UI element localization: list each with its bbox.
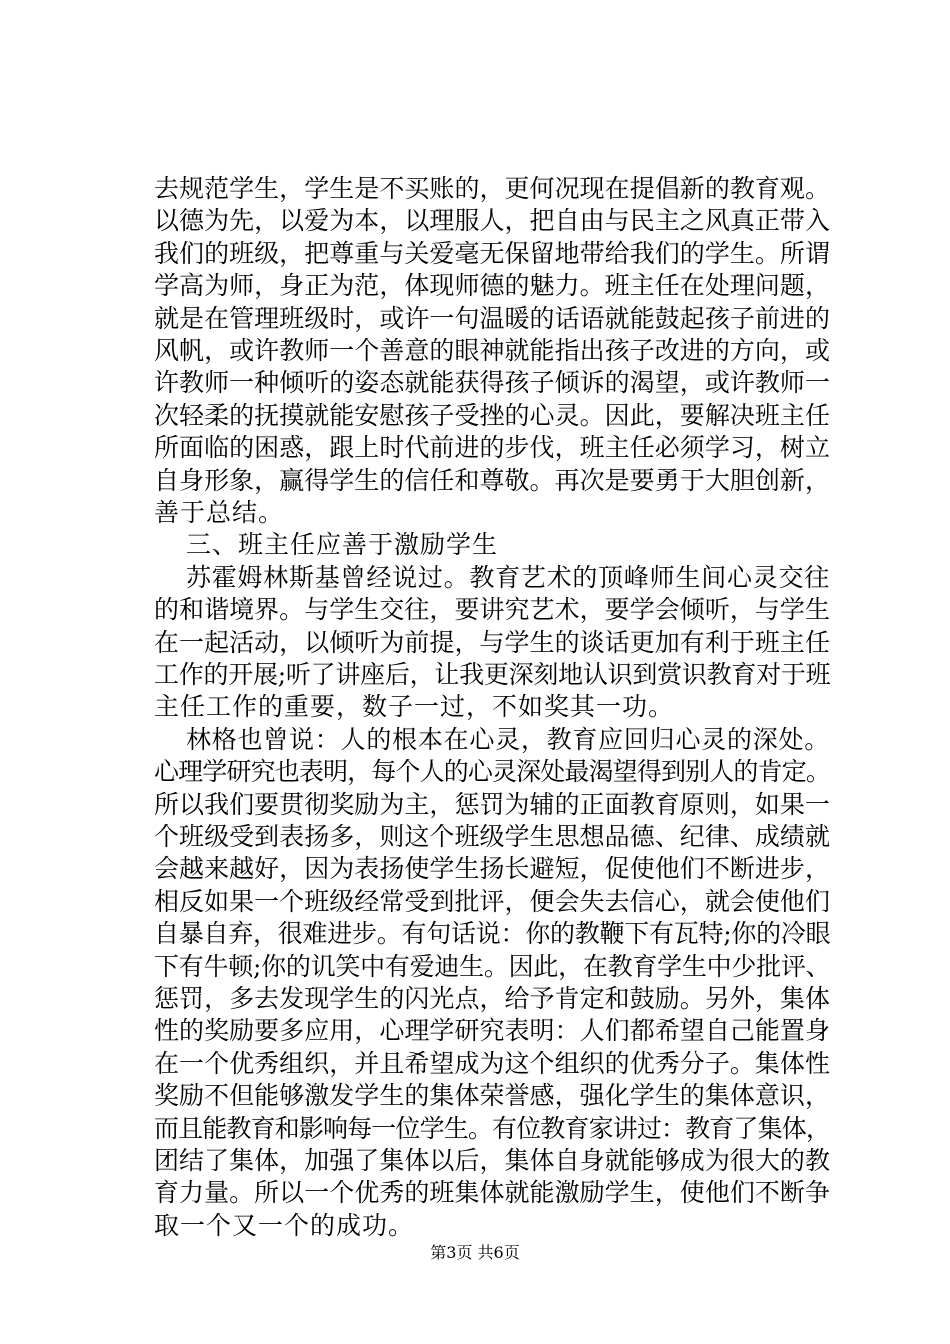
text-line: 惩罚，多去发现学生的闪光点，给予肯定和鼓励。另外，集体 bbox=[154, 984, 831, 1013]
text-line: 团结了集体，加强了集体以后，集体自身就能够成为很大的教 bbox=[154, 1146, 831, 1175]
text-line: 林格也曾说：人的根本在心灵，教育应回归心灵的深处。 bbox=[186, 724, 831, 754]
text-line: 相反如果一个班级经常受到批评，便会失去信心，就会使他们 bbox=[154, 886, 831, 916]
text-line: 的和谐境界。与学生交往，要讲究艺术，要学会倾听，与学生 bbox=[154, 595, 831, 625]
text-line: 苏霍姆林斯基曾经说过。教育艺术的顶峰师生间心灵交往 bbox=[186, 562, 831, 592]
text-line: 会越来越好，因为表扬使学生扬长避短，促使他们不断进步， bbox=[154, 854, 831, 884]
text-line: 次轻柔的抚摸就能安慰孩子受挫的心灵。因此，要解决班主任 bbox=[154, 400, 831, 430]
text-line: 所以我们要贯彻奖励为主，惩罚为辅的正面教育原则，如果一 bbox=[154, 789, 831, 819]
text-line: 许教师一种倾听的姿态就能获得孩子倾诉的渴望，或许教师一 bbox=[154, 368, 831, 398]
text-line: 主任工作的重要，数子一过，不如奖其一功。 bbox=[154, 692, 675, 722]
page-footer: 第3页 共6页 bbox=[430, 1243, 520, 1262]
text-line: 下有牛顿;你的讥笑中有爱迪生。因此，在教育学生中少批评、 bbox=[154, 951, 831, 981]
text-line: 风帆，或许教师一个善意的眼神就能指出孩子改进的方向，或 bbox=[154, 336, 831, 365]
text-line: 而且能教育和影响每一位学生。有位教育家讲过：教育了集体， bbox=[154, 1113, 831, 1143]
text-line: 三、班主任应善于激励学生 bbox=[186, 530, 499, 560]
text-line: 性的奖励要多应用，心理学研究表明：人们都希望自己能置身 bbox=[154, 1016, 831, 1046]
text-line: 学高为师，身正为范，体现师德的魅力。班主任在处理问题， bbox=[154, 271, 831, 301]
text-line: 个班级受到表扬多，则这个班级学生思想品德、纪律、成绩就 bbox=[154, 822, 831, 851]
text-line: 以德为先，以爱为本，以理服人，把自由与民主之风真正带入 bbox=[154, 206, 831, 236]
text-line: 所面临的困惑，跟上时代前进的步伐，班主任必须学习，树立 bbox=[154, 433, 831, 463]
text-line: 工作的开展;听了讲座后，让我更深刻地认识到赏识教育对于班 bbox=[154, 660, 831, 689]
text-line: 善于总结。 bbox=[154, 498, 285, 527]
text-line: 育力量。所以一个优秀的班集体就能激励学生，使他们不断争 bbox=[154, 1178, 831, 1208]
text-line: 在一个优秀组织，并且希望成为这个组织的优秀分子。集体性 bbox=[154, 1048, 831, 1078]
text-line: 我们的班级，把尊重与关爱毫无保留地带给我们的学生。所谓 bbox=[154, 238, 831, 268]
text-line: 自身形象，赢得学生的信任和尊敬。再次是要勇于大胆创新， bbox=[154, 465, 831, 495]
text-line: 就是在管理班级时，或许一句温暖的话语就能鼓起孩子前进的 bbox=[154, 303, 831, 333]
text-line: 去规范学生，学生是不买账的，更何况现在提倡新的教育观。 bbox=[154, 174, 831, 203]
text-line: 自暴自弃，很难进步。有句话说：你的教鞭下有瓦特;你的冷眼 bbox=[154, 919, 831, 949]
text-line: 在一起活动，以倾听为前提，与学生的谈话更加有利于班主任 bbox=[154, 627, 831, 657]
text-line: 奖励不但能够激发学生的集体荣誉感，强化学生的集体意识， bbox=[154, 1081, 831, 1111]
text-line: 取一个又一个的成功。 bbox=[154, 1210, 415, 1240]
text-line: 心理学研究也表明，每个人的心灵深处最渴望得到别人的肯定。 bbox=[154, 757, 831, 787]
